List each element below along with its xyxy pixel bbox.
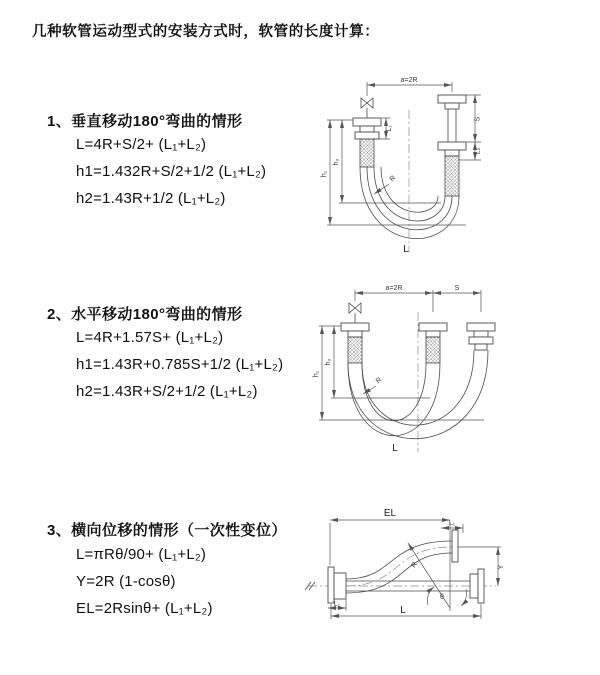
- diagram-2-svg: [312, 282, 507, 457]
- diagram-horizontal-180-bend: [312, 282, 507, 462]
- dim-label-l1-bottom: L₁: [333, 601, 341, 608]
- section-2-formula-h2: h2=1.43R+S/2+1/2 (L₁+L₂): [76, 383, 258, 400]
- valve-icon: [349, 303, 361, 323]
- dim-label-r: R: [410, 561, 420, 570]
- dim-label-h2: h₂: [333, 158, 340, 166]
- dim-label-l2: L₂: [474, 147, 482, 155]
- right-pipe-fitting: [467, 323, 495, 350]
- diagram-vertical-180-bend: [315, 72, 510, 262]
- dimension-a-2r: [355, 285, 481, 312]
- dim-label-s: S: [474, 116, 482, 122]
- section-2-formula-L: L=4R+1.57S+ (L₁+L₂): [76, 329, 224, 346]
- section-3-formula-L: L=πRθ/90+ (L₁+L₂): [76, 546, 207, 563]
- dim-label-y: Y: [498, 564, 505, 570]
- dim-label-r: R: [388, 174, 398, 184]
- left-flange: [328, 567, 346, 603]
- right-flange: [470, 569, 484, 603]
- hose-braid: [348, 337, 362, 363]
- dim-label-theta: θ: [440, 594, 444, 601]
- radius-callout: [363, 377, 383, 394]
- diagram-1-svg: [315, 72, 510, 257]
- top-flange: [452, 530, 458, 562]
- dim-label-h1: h₁: [313, 370, 320, 378]
- dim-label-el: EL: [383, 508, 397, 519]
- dimension-a-2r: [367, 77, 452, 96]
- dim-label-a2r: a=2R: [400, 77, 418, 84]
- displaced-hose-s-curve: [346, 541, 452, 593]
- dim-label-l1: L₁: [386, 125, 393, 132]
- valve-icon: [361, 98, 373, 118]
- dim-label-s: S: [454, 285, 460, 292]
- section-1-formula-L: L=4R+S/2+ (L₁+L₂): [76, 136, 207, 153]
- dim-label-l-bottom: L: [400, 605, 406, 616]
- dimension-el: [330, 508, 450, 565]
- dim-label-h2: h₂: [325, 358, 332, 366]
- dim-label-h1: h₁: [321, 170, 328, 178]
- dim-label-a2r: a=2R: [385, 285, 403, 292]
- section-3-formula-EL: EL=2Rsinθ+ (L₁+L₂): [76, 600, 213, 617]
- hose-braid: [426, 337, 440, 363]
- hose-braid: [445, 156, 459, 196]
- section-2-heading: 2、水平移动180°弯曲的情形: [47, 306, 243, 323]
- left-pipe-fitting: [353, 118, 381, 167]
- section-1-heading: 1、垂直移动180°弯曲的情形: [47, 113, 243, 130]
- dimension-h1-h2: [321, 120, 466, 225]
- diagram-3-svg: [300, 503, 510, 643]
- dim-label-r: R: [374, 376, 384, 386]
- section-3-heading: 3、横向位移的情形（一次性变位）: [47, 522, 287, 539]
- section-3-formula-Y: Y=2R (1-cosθ): [76, 573, 176, 590]
- hose-braid: [360, 139, 374, 167]
- section-2-formula-h1: h1=1.43R+0.785S+1/2 (L₁+L₂): [76, 356, 284, 373]
- dim-label-l-bottom: L: [392, 443, 398, 454]
- dimension-h1-h2: [313, 326, 484, 420]
- dim-label-l-bottom: L: [403, 244, 409, 255]
- diagram-lateral-displacement: [300, 503, 510, 648]
- middle-pipe-fitting: [419, 323, 447, 363]
- page-title: 几种软管运动型式的安装方式时，软管的长度计算：: [32, 24, 380, 40]
- right-pipe-fitting: [438, 95, 466, 196]
- section-1-formula-h2: h2=1.43R+1/2 (L₁+L₂): [76, 190, 226, 207]
- left-pipe-fitting: [341, 323, 369, 363]
- section-1-formula-h1: h1=1.432R+S/2+1/2 (L₁+L₂): [76, 163, 267, 180]
- dimension-l: [331, 604, 481, 619]
- dim-label-l1-top: L₁: [448, 520, 456, 527]
